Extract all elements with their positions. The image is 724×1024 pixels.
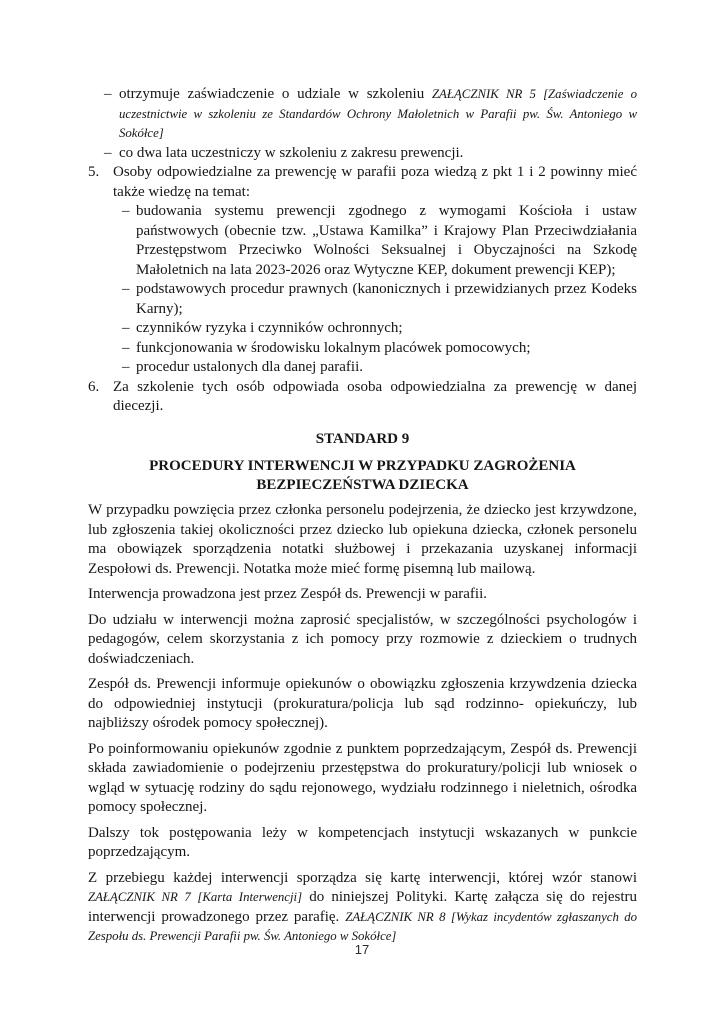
list-item xyxy=(104,85,637,144)
list-item xyxy=(122,319,637,339)
text-segment: Po poinformowaniu opiekunów zgodnie z punktem poprzedzającym, Zespół ds. Prewencji składa zawiadomienie o podejrzeniu przestępstwa do prokuratury/policji lub wniosek o wgląd w sytuację rodziny do sądu rejonowego, wydziału rodzinnego i nieletnich, ośrodka pomocy społecznej. xyxy=(88,740,637,815)
list-item-text xyxy=(119,144,637,164)
text-segment: Zespół ds. Prewencji informuje opiekunów o obowiązku zgłoszenia krzywdzenia dziecka do odpowiedniej instytucji (prokuratura/policja lub sąd rodzinno- opiekuńczy, lub najbliższy ośrodek pomocy społecznej). xyxy=(88,676,637,731)
list-item-text xyxy=(136,358,637,378)
text-segment: otrzymuje zaświadczenie o udziale w szkoleniu xyxy=(119,86,432,102)
list-item-text xyxy=(119,85,637,144)
list-item xyxy=(122,339,637,359)
text-segment: do niniejszej Polityki. Kartę załącza się do rejestru interwencji prowadzonego przez parafię. xyxy=(88,889,638,925)
item-5-text xyxy=(113,163,637,378)
dash-bullet: – xyxy=(104,144,112,161)
section-title-line: BEZPIECZEŃSTWA DZIECKA xyxy=(256,477,469,493)
item-6-text: Za szkolenie tych osób odpowiada osoba odpowiedzialna za prewencję w danej diecezji. xyxy=(113,378,637,414)
text-segment: podstawowych procedur prawnych (kanonicznych i przewidzianych przez Kodeks Karny); xyxy=(136,281,637,317)
dash-bullet: – xyxy=(122,320,130,336)
list-item-text xyxy=(136,202,637,280)
item-number: 5. xyxy=(88,164,100,180)
list-item xyxy=(122,358,637,378)
dash-bullet: – xyxy=(122,339,130,356)
list-item xyxy=(122,202,637,280)
dash-bullet: – xyxy=(122,359,130,375)
text-segment: Do udziału w interwencji można zaprosić specjalistów, w szczególności psychologów i pedagogów, celem skorzystania z ich pomocy przy rozmowie z dzieckiem o trudnych doświadczeniach. xyxy=(88,611,637,667)
page-number: 17 xyxy=(354,942,370,957)
item-5-lead: Osoby odpowiedzialne za prewencję w parafii poza wiedzą z pkt 1 i 2 powinny mieć także wiedzę na temat: xyxy=(113,164,637,200)
paragraph xyxy=(88,824,637,863)
list-item-text xyxy=(136,339,637,359)
attachment-reference: ZAŁĄCZNIK NR 5 [Zaświadczenie o uczestnictwie w szkoleniu ze Standardów Ochrony Małoletnich w Parafii pw. Św. Antoniego w Sokółce] xyxy=(119,87,637,140)
text-segment: Dalszy tok postępowania leży w kompetencjach instytucji wskazanych w punkcie poprzedzającym. xyxy=(88,824,637,860)
knowledge-topics-list xyxy=(113,202,637,378)
document-body xyxy=(88,85,637,953)
text-segment: W przypadku powzięcia przez członka personelu podejrzenia, że dziecko jest krzywdzone, lub zgłoszenia takiej okoliczności przez dziecko lub opiekuna dziecka, członek personelu ma obowiązek sporządzenia notatki służbowej i przekazania uzyskanej informacji Zespołowi ds. Prewencji. Notatka może mieć formę pisemną lub mailową. xyxy=(88,502,637,577)
paragraph xyxy=(88,585,637,605)
list-item-text xyxy=(136,280,637,319)
paragraph xyxy=(88,501,637,579)
text-segment: procedur ustalonych dla danej parafii. xyxy=(136,359,363,375)
paragraph xyxy=(88,740,637,818)
dash-bullet: – xyxy=(104,86,112,102)
paragraph xyxy=(88,675,637,734)
text-segment: funkcjonowania w środowisku lokalnym placówek pomocowych; xyxy=(136,339,531,356)
dash-bullet: – xyxy=(122,203,130,219)
section-title xyxy=(88,457,637,495)
text-segment: Interwencja prowadzona jest przez Zespół ds. Prewencji w parafii. xyxy=(88,586,488,602)
list-item xyxy=(104,144,637,164)
text-segment: czynników ryzyka i czynników ochronnych; xyxy=(136,320,403,336)
numbered-item-5 xyxy=(88,163,637,378)
standard-heading: STANDARD 9 xyxy=(315,430,410,447)
list-item-text xyxy=(136,319,637,339)
dash-bullet: – xyxy=(122,281,130,297)
text-segment: budowania systemu prewencji zgodnego z wymogami Kościoła i ustaw państwowych (obecnie tzw. „Ustawa Kamilka” i Krajowy Plan Przeciwdziałania Przestępstwom Przeciwko Wolności Seksualnej i Obyczajności na Szkodę Małoletnich na lata 2023-2026 oraz Wytyczne KEP, dokument prewencji KEP); xyxy=(136,203,637,278)
section-paragraphs xyxy=(88,501,637,947)
list-item xyxy=(122,280,637,319)
attachment-reference: ZAŁĄCZNIK NR 7 [Karta Interwencji] xyxy=(88,890,303,904)
paragraph xyxy=(88,869,637,947)
text-segment: co dwa lata uczestniczy w szkoleniu z zakresu prewencji. xyxy=(119,144,464,161)
training-requirements-list xyxy=(88,85,637,163)
attachment-reference: ZAŁĄCZNIK NR 8 [Wykaz incydentów zgłaszanych do Zespołu ds. Prewencji Parafii pw. Św. Antoniego w Sokółce] xyxy=(88,909,637,943)
section-title-line: PROCEDURY INTERWENCJI W PRZYPADKU ZAGROŻENIA xyxy=(149,458,576,474)
paragraph xyxy=(88,611,637,670)
numbered-item-6 xyxy=(88,378,637,417)
item-number: 6. xyxy=(88,378,100,395)
text-segment: Z przebiegu każdej interwencji sporządza się kartę interwencji, której wzór stanowi xyxy=(88,869,637,886)
